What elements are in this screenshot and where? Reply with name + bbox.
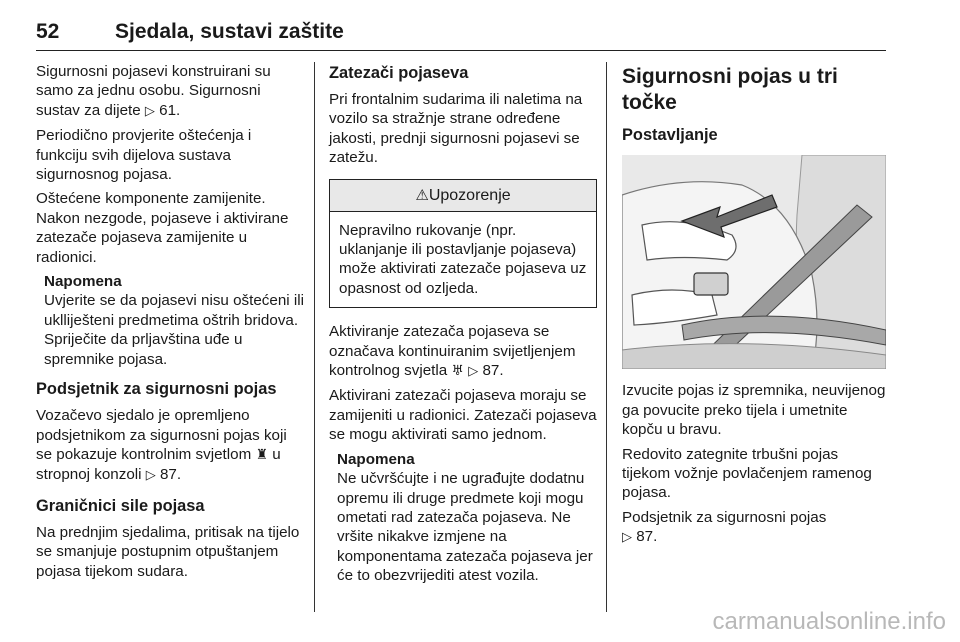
note-text: Uvjerite se da pojasevi nisu oštećeni ili uklliješteni predmetima oštrih bridova. Spriječite da prljavština uđe u spremnike pojasa. <box>44 292 305 368</box>
note-text: Ne učvršćujte i ne ugrađujte dodatnu opremu ili druge predmete koji mogu ometati rad zatezača pojaseva. Ne vršite nikakve izmjene na komponentama zatezača pojaseva jer će to obezvrijediti atest vozila. <box>337 470 593 585</box>
paragraph: Aktivirani zatezači pojaseva moraju se zamijeniti u radionici. Zatezači pojaseva se mogu aktivirati samo jednom. <box>329 387 597 444</box>
paragraph: Sigurnosni pojasevi konstruirani su samo za jednu osobu. Sigurnosni sustav za dijete ▷ 61. <box>36 63 271 119</box>
watermark: carmanualsonline.info <box>712 608 946 635</box>
column-divider <box>606 62 607 612</box>
section-heading: Graničnici sile pojasa <box>36 496 205 515</box>
warning-triangle-icon: ⚠ <box>415 185 429 204</box>
section-heading: Podsjetnik za sigurnosni pojas <box>36 380 277 399</box>
page-header <box>36 20 886 51</box>
paragraph: Na prednjim sjedalima, pritisak na tijelo se smanjuje postupnim otpuštanjem pojasa tijekom sudara. <box>36 523 300 580</box>
column-1 <box>36 62 304 586</box>
column-3 <box>622 62 886 553</box>
paragraph: Pri frontalnim sudarima ili naletima na vozilo sa stražnje strane određene jakosti, prednji sigurnosni pojasevi se zatežu. <box>329 91 583 167</box>
note-box <box>329 450 597 586</box>
paragraph: Oštećene komponente zamijenite. Nakon nezgode, pojaseve i aktivirane zatezače pojaseva zamijenite u radionici. <box>36 190 289 266</box>
paragraph: Redovito zategnite trbušni pojas tijekom vožnje povlačenjem ramenog pojasa. <box>622 445 872 502</box>
note-box <box>36 272 304 369</box>
chapter-title: Sjedala, sustavi zaštite <box>115 20 344 43</box>
page-reference: 87. <box>159 466 182 484</box>
warning-title: Upozorenje <box>428 186 511 204</box>
paragraph: Izvucite pojas iz spremnika, neuvijenog ga povucite preko tijela i umetnite kopču u bravu. <box>622 382 886 439</box>
page-reference: 87. <box>482 362 504 380</box>
column-2 <box>329 62 597 592</box>
belt-tensioner-light-icon: ♅ <box>451 363 464 380</box>
page-reference: 87. <box>636 528 658 546</box>
note-title: Napomena <box>337 450 415 468</box>
column-divider <box>314 62 315 612</box>
page-reference: 61. <box>159 101 181 119</box>
paragraph: Podsjetnik za sigurnosni pojas ▷ 87. <box>622 508 827 546</box>
section-heading: Zatezači pojaseva <box>329 64 469 82</box>
paragraph: Vozačevo sjedalo je opremljeno podsjetnikom za sigurnosni pojas koji se pokazuje kontrolnim svjetlom ♜ u stropnoj konzoli ▷ 87. <box>36 407 287 484</box>
note-title: Napomena <box>44 273 122 291</box>
section-title: Sigurnosni pojas u tri točke <box>622 65 838 114</box>
seatbelt-fastening-illustration <box>622 155 886 369</box>
reference-arrow-icon: ▷ <box>144 103 155 119</box>
reference-arrow-icon: ▷ <box>468 364 479 380</box>
warning-text: Nepravilno rukovanje (npr. uklanjanje ili postavljanje pojaseva) može aktivirati zatezače pojaseva uz opasnost od ozljeda. <box>339 221 587 297</box>
warning-header <box>330 180 596 212</box>
paragraph: Aktiviranje zatezača pojaseva se označava kontinuiranim svijetljenjem kontrolnog svjetla ♅ ▷ 87. <box>329 323 576 380</box>
paragraph: Periodično provjerite oštećenja i funkciju svih dijelova sustava sigurnosnog pojasa. <box>36 127 252 184</box>
reference-arrow-icon: ▷ <box>145 468 156 484</box>
warning-box <box>329 179 597 309</box>
seatbelt-reminder-icon: ♜ <box>255 446 269 463</box>
reference-arrow-icon: ▷ <box>622 530 632 546</box>
subsection-heading: Postavljanje <box>622 126 718 144</box>
page-number: 52 <box>36 20 60 43</box>
